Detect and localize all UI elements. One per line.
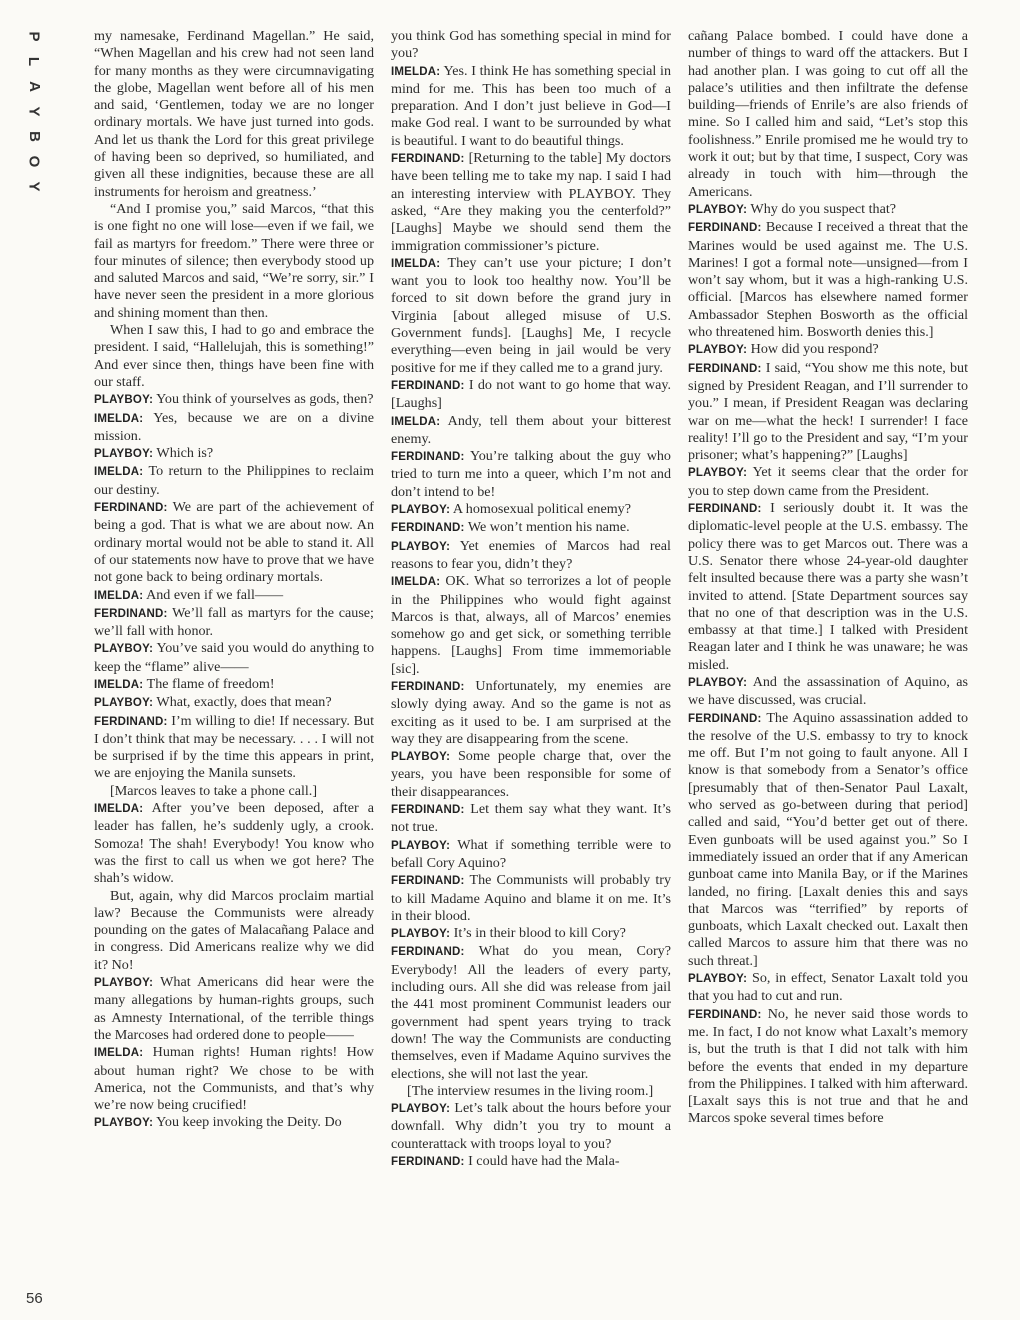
text-column-1 (94, 28, 374, 1300)
paragraph-text: OK. What so terrorizes a lot of people in the Philippines who would fight against Marcos is that, always, all of Marcos’ enemies somehow go and get sick, or something terrible happens. [Laughs] From time immemoriable [sic]. (391, 573, 671, 677)
paragraph-text: But, again, why did Marcos proclaim martial law? Because the Communists were already pounding on the gates of Malacañang Palace and in congress. Did Americans realize why we did it? No! (94, 887, 374, 973)
paragraph-text: Because I received a threat that the Marines would be used against me. The U.S. Marines! I got a formal note—unsigned—from I won’t say whom, but it was a high-ranking U.S. official. [Marcos has elsewhere named former Ambassador Stephen Bosworth as the official who threatened him. Bosworth denies this.] (688, 219, 968, 341)
speaker-label: FERDINAND: (391, 875, 465, 888)
speaker-label: PLAYBOY: (688, 467, 748, 480)
running-head-letter: L (25, 56, 43, 67)
paragraph-text: They can’t use your picture; I don’t want you to look too healthy now. You’ll be forced to sit down before the grand jury in Virginia [about alleged misuse of U.S. Government funds]. [Laughs] Me, I recycle everything—even being in jail would be very positive for me if they called me to a grand jury. (391, 254, 671, 376)
paragraph-text: To return to the Philippines to reclaim our destiny. (94, 463, 374, 498)
dialogue-paragraph (391, 1153, 671, 1171)
dialogue-paragraph (391, 872, 671, 925)
speaker-label: IMELDA: (391, 65, 441, 78)
paragraph-text: You keep invoking the Deity. Do (156, 1114, 342, 1131)
speaker-label: PLAYBOY: (688, 973, 748, 986)
dialogue-paragraph (94, 676, 374, 694)
speaker-label: IMELDA: (94, 678, 144, 691)
dialogue-paragraph (391, 837, 671, 873)
dialogue-paragraph (688, 464, 968, 500)
dialogue-paragraph (391, 519, 671, 537)
paragraph-text: We are part of the achievement of being a god. That is what we are about now. An ordinary mortal would not be able to stand it. All of our statements now have to prove that we have not gone back to being ordinary mortals. (94, 499, 374, 586)
dialogue-paragraph (94, 713, 374, 783)
speaker-label: PLAYBOY: (391, 540, 451, 553)
paragraph-text: I seriously doubt it. It was the diplomatic-level people at the U.S. embassy. The policy there was to get Marcos out. There was a U.S. Senator there whose 24-year-old daughter felt insulted because there was a party she wasn’t invited to attend. [State Department sources say that no one of that description was in the U.S. embassy at that time.] I talked with President Reagan later and I think he was unaware; he was misled. (688, 500, 968, 673)
paragraph-text: Let them say what they want. It’s not true. (391, 801, 671, 836)
dialogue-paragraph (391, 150, 671, 255)
dialogue-paragraph (391, 678, 671, 748)
paragraph-text: I could have had the Mala- (468, 1153, 620, 1169)
dialogue-paragraph (688, 500, 968, 674)
dialogue-paragraph (391, 943, 671, 1082)
paragraph-text: Why do you suspect that? (750, 200, 897, 217)
text-column-3 (688, 28, 968, 1300)
dialogue-paragraph (391, 1100, 671, 1153)
paragraph-text: [The interview resumes in the living room.] (407, 1082, 654, 1099)
running-head-letter: B (25, 131, 43, 142)
paragraph-text: The Aquino assassination added to the resolve of the U.S. embassy to try to knock me off. But I’m not going to fault anyone. All I know is that somebody from a Senator’s office [presumably that of then-Senator Paul Laxalt, who served as go-between during that period] called and said, “You’d better get out of there. Even gunboats will be used against you.” So I immediately issued an order that if any American gunboat came into Manila Bay, or if the Marines landed, no firing. [Laxalt denies this and says that Marcos was “terrified” by reports of gunboats, which Laxalt checked out. Laxalt then called Marcos to assure him that there was no such threat.] (688, 709, 968, 969)
speaker-label: IMELDA: (391, 257, 441, 270)
paragraph-text: When I saw this, I had to go and embrace the president. I said, “Hallelujah, this is something!” And ever since then, things have been fine with our staff. (94, 322, 374, 390)
dialogue-paragraph (391, 801, 671, 837)
speaker-label: IMELDA: (391, 576, 441, 589)
dialogue-paragraph (688, 341, 968, 359)
dialogue-paragraph (391, 63, 671, 150)
speaker-label: PLAYBOY: (94, 394, 154, 407)
speaker-label: IMELDA: (94, 589, 144, 602)
dialogue-paragraph (688, 201, 968, 219)
text-paragraph (94, 783, 374, 800)
paragraph-text: I’m willing to die! If necessary. But I don’t think that may be necessary. . . . I will not be surprised if by the time this appears in print, we are enjoying the Manila sunsets. (94, 712, 374, 782)
dialogue-paragraph (94, 410, 374, 446)
speaker-label: FERDINAND: (391, 804, 465, 817)
dialogue-paragraph (391, 748, 671, 801)
dialogue-paragraph (94, 1044, 374, 1114)
dialogue-paragraph (94, 391, 374, 409)
paragraph-text: you think God has something special in mind for you? (391, 28, 671, 62)
text-paragraph (94, 888, 374, 974)
dialogue-paragraph (391, 448, 671, 501)
speaker-label: PLAYBOY: (391, 751, 451, 764)
dialogue-paragraph (94, 694, 374, 712)
dialogue-paragraph (391, 255, 671, 377)
paragraph-text: Yet enemies of Marcos had real reasons to fear you, didn’t they? (391, 537, 671, 572)
dialogue-paragraph (391, 538, 671, 574)
paragraph-text: “And I promise you,” said Marcos, “that this is one fight no one will lose—even if we fail, we fail as martyrs for freedom.” There were three or four minutes of silence; then everybody stood up and saluted Marcos and said, “We’re sorry, sir.” I have never seen the president in a more glorious and shining moment than then. (94, 200, 374, 321)
speaker-label: FERDINAND: (391, 1156, 465, 1168)
running-head-letter: P (25, 31, 43, 42)
speaker-label: FERDINAND: (391, 522, 465, 535)
paragraph-text: Some people charge that, over the years, you have been responsible for some of their disappearances. (391, 748, 671, 800)
paragraph-text: my namesake, Ferdinand Magellan.” He said, “When Magellan and his crew had not seen land for many months as they were circumnavigating the globe, Magellan went before all of his men and said, ‘Gentlemen, today we are no longer ordinary mortals. We have just turned into gods. And let us thank the Lord for this great privilege of having been so deprived, so humiliated, and given all these indignities, because these are all instruments for heroism and greatness.’ (94, 28, 374, 200)
dialogue-paragraph (688, 674, 968, 710)
speaker-label: PLAYBOY: (688, 676, 748, 689)
paragraph-text: A homosexual political enemy? (452, 501, 631, 518)
speaker-label: FERDINAND: (391, 451, 465, 464)
speaker-label: FERDINAND: (688, 503, 762, 516)
paragraph-text: The Communists will probably try to kill Madame Aquino and blame it on me. It’s in their blood. (391, 872, 671, 924)
dialogue-paragraph (391, 501, 671, 519)
text-paragraph (94, 201, 374, 322)
speaker-label: FERDINAND: (391, 680, 465, 693)
dialogue-paragraph (688, 219, 968, 341)
text-paragraph (94, 28, 374, 201)
speaker-label: FERDINAND: (688, 712, 762, 725)
running-head-letter: Y (25, 181, 43, 192)
running-head (22, 24, 46, 199)
dialogue-paragraph (94, 499, 374, 586)
running-head-letter: O (25, 155, 43, 168)
speaker-label: FERDINAND: (391, 379, 465, 392)
speaker-label: FERDINAND: (688, 362, 762, 375)
speaker-label: FERDINAND: (688, 1008, 762, 1021)
speaker-label: PLAYBOY: (391, 1103, 451, 1116)
dialogue-paragraph (94, 587, 374, 605)
text-paragraph (688, 28, 968, 201)
paragraph-text: We won’t mention his name. (467, 519, 630, 536)
dialogue-paragraph (94, 800, 374, 887)
speaker-label: PLAYBOY: (391, 504, 451, 517)
paragraph-text: The flame of freedom! (146, 675, 275, 692)
speaker-label: PLAYBOY: (688, 203, 748, 216)
speaker-label: PLAYBOY: (391, 839, 451, 852)
dialogue-paragraph (94, 445, 374, 463)
paragraph-text: And the assassination of Aquino, as we have discussed, was crucial. (688, 673, 968, 709)
dialogue-paragraph (688, 360, 968, 465)
speaker-label: FERDINAND: (391, 153, 465, 166)
dialogue-paragraph (688, 1006, 968, 1128)
speaker-label: FERDINAND: (94, 502, 168, 515)
speaker-label: FERDINAND: (94, 607, 168, 620)
paragraph-text: What if something terrible were to befall Cory Aquino? (391, 836, 671, 871)
paragraph-text: Human rights! Human rights! How about human right? We chose to be with America, not the Communists, and that’s why we’re now being crucified! (94, 1044, 374, 1114)
paragraph-text: [Marcos leaves to take a phone call.] (110, 782, 318, 799)
speaker-label: FERDINAND: (688, 222, 762, 235)
paragraph-text: You’ve said you would do anything to keep the “flame” alive—— (94, 640, 374, 675)
speaker-label: PLAYBOY: (94, 697, 154, 710)
paragraph-text: No, he never said those words to me. In fact, I do not know what Laxalt’s memory is, but the truth is that I did not talk with him before the events that ended in my departure from the Philippines. I talked with him afterward. [Laxalt says this is not true and that he and Marcos spoke several times before (688, 1005, 968, 1127)
text-paragraph (391, 28, 671, 63)
paragraph-text: We’ll fall as martyrs for the cause; we’ll fall with honor. (94, 604, 374, 640)
speaker-label: IMELDA: (94, 803, 144, 816)
running-head-letter: A (25, 81, 43, 92)
paragraph-text: And even if we fall—— (146, 586, 284, 603)
paragraph-text: Let’s talk about the hours before your downfall. Why didn’t you try to mount a counterattack with troops loyal to you? (391, 1100, 671, 1152)
dialogue-paragraph (94, 640, 374, 676)
running-head-letter: Y (25, 106, 43, 117)
speaker-label: PLAYBOY: (94, 643, 154, 656)
text-column-2 (391, 28, 671, 1300)
paragraph-text: Which is? (156, 445, 214, 462)
paragraph-text: What, exactly, does that mean? (156, 694, 332, 711)
paragraph-text: You think of yourselves as gods, then? (156, 391, 374, 408)
paragraph-text: [Returning to the table] My doctors have been telling me to take my nap. I said I had an interesting interview with PLAYBOY. They asked, “Are they making you the centerfold?” [Laughs] Maybe we should send them the immigration commissioner’s picture. (391, 150, 671, 254)
paragraph-text: How did you respond? (750, 341, 879, 358)
speaker-label: PLAYBOY: (688, 344, 748, 357)
dialogue-paragraph (94, 974, 374, 1044)
paragraph-text: What Americans did hear were the many allegations by human-rights groups, such as Amnesty International, of the terrible things the Marcoses had ordered done to people—— (94, 974, 374, 1043)
paragraph-text: Yes, because we are on a divine mission. (94, 409, 374, 444)
paragraph-text: I do not want to go home that way. [Laughs] (391, 376, 671, 412)
speaker-label: IMELDA: (391, 415, 441, 428)
paragraph-text: Yet it seems clear that the order for you to step down came from the President. (688, 464, 968, 499)
paragraph-text: Andy, tell them about your bitterest enemy. (391, 412, 671, 447)
paragraph-text: So, in effect, Senator Laxalt told you that you had to cut and run. (688, 970, 968, 1005)
speaker-label: FERDINAND: (391, 946, 465, 959)
speaker-label: PLAYBOY: (94, 448, 154, 461)
speaker-label: IMELDA: (94, 412, 144, 425)
speaker-label: PLAYBOY: (94, 977, 154, 990)
speaker-label: PLAYBOY: (94, 1117, 154, 1130)
dialogue-paragraph (688, 710, 968, 970)
paragraph-text: I said, “You show me this note, but signed by President Reagan, and I’ll surrender to you.” I mean, if President Reagan was declaring war on me—what the heck! I surrender! I face reality! I’ll go to the President and say, “I’m your prisoner; what’s happening?” [Laughs] (688, 359, 968, 464)
dialogue-paragraph (688, 970, 968, 1006)
text-paragraph (391, 1083, 671, 1100)
dialogue-paragraph (94, 605, 374, 641)
dialogue-paragraph (94, 463, 374, 499)
dialogue-paragraph (391, 413, 671, 449)
paragraph-text: After you’ve been deposed, after a leader has fallen, he’s suddenly ugly, a crook. Somoza! The shah! Everybody! You know who was the first to call us when we got here? The shah’s widow. (94, 800, 374, 887)
speaker-label: IMELDA: (94, 1047, 144, 1060)
dialogue-paragraph (391, 573, 671, 678)
dialogue-paragraph (94, 1114, 374, 1132)
speaker-label: FERDINAND: (94, 715, 168, 728)
paragraph-text: What do you mean, Cory? Everybody! All the leaders of every party, including ours. All she did was release from jail the 441 most prominent Communist leaders our government had spent years trying to track down! The way the Communists are conducting themselves, even if Madame Aquino survives the elections, she will not last the year. (391, 943, 671, 1082)
text-paragraph (94, 322, 374, 391)
page-number: 56 (26, 1290, 43, 1307)
paragraph-text: cañang Palace bombed. I could have done a number of things to ward off the attackers. But I had another plan. I was going to cut off all the palace’s utilities and then infiltrate the defense building—friends of Enrile’s are also friends of mine. So I called him and said, “Let’s stop this foolishness.” Enrile promised me he would try to work it out; but by that time, I suspect, Cory was already in touch with him—through the Americans. (688, 28, 968, 200)
dialogue-paragraph (391, 377, 671, 413)
paragraph-text: Yes. I think He has something special in mind for me. This has been too much of a preparation. And I don’t just believe in God—I make God real. I want to be surrounded by what is beautiful. I want to do beautiful things. (391, 62, 671, 149)
dialogue-paragraph (391, 925, 671, 943)
paragraph-text: It’s in their blood to kill Cory? (453, 925, 626, 942)
speaker-label: IMELDA: (94, 466, 144, 479)
paragraph-text: Unfortunately, my enemies are slowly dying away. And so the game is not as exciting as it used to be. I am surprised at the way they are disappearing from the scene. (391, 677, 671, 747)
speaker-label: PLAYBOY: (391, 928, 451, 941)
paragraph-text: You’re talking about the guy who tried to turn me into a queer, which I’m not and don’t intend to be! (391, 448, 671, 500)
